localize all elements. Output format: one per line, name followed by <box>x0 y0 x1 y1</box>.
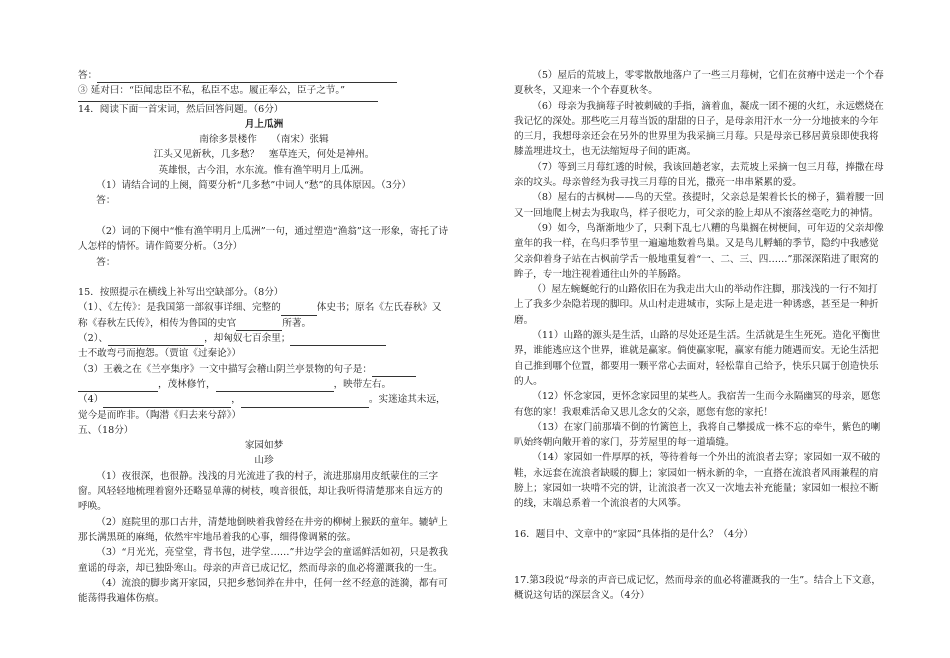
paragraph-8: （8）屋右的古枫树——鸟的天堂。孩提时，父亲总是架着长长的梯子，猫着腰一回又一回地爬上树去为我取鸟，样子很吃力，可父亲的脸上却从不滚落丝毫吃力的神情。 <box>514 192 884 219</box>
spacer <box>514 512 887 527</box>
question-15-4: （4） ， 。实迷途其未远，觉今是而昨非。（陶潜《归去来兮辞》） <box>78 394 446 421</box>
paragraph-9: （9）如今，鸟渐渐地少了，只剩下乱七八糟的鸟巢搁在树梗间，可年迈的父亲却像童年的我一样，在鸟归季节里一遍遍地数着鸟巢。又是鸟儿孵蛹的季节，隐约中我感觉父亲仰着身子站在古枫前学舌一般地重复着“一、二、三、四……”那深深陷进了眼窝的眸子，专一地注视着通往山外的羊肠路。 <box>514 222 884 280</box>
paragraph-11: （11）山路的源头是生活，山路的尽处还是生活。生活就是生生死死。造化平衡世界，谁能逃应这个世界，谁就是赢家。倘使赢家呢，赢家有能力随遇而安。无论生活把自己推到哪个位置，都要用一颗平常心去面对，轻松靠自己给予，快乐只属于创造快乐的人。 <box>514 330 881 387</box>
blank-field[interactable] <box>241 397 369 408</box>
blank-field[interactable] <box>103 397 231 408</box>
question-15-2: （2）、 ，却匈奴七百余里； 士不敢弯弓而抱怨。（贾谊《过秦论》） <box>78 331 450 362</box>
blank-field[interactable] <box>216 381 334 392</box>
question-14-1: （1）请结合词的上阕，简要分析“几多愁”中词人“愁”的具体原因。（3分） <box>96 180 412 192</box>
blank-field[interactable] <box>290 335 386 346</box>
question-16: 16．题目中、文章中的“家园”具体指的是什么？（4分） <box>514 528 754 540</box>
question-14-2: （2）词的下阕中“惟有渔竿明月上瓜洲”一句，通过塑造“渔翁”这一形象，寄托了诗人怎样的情怀。请作简要分析。（3分） <box>78 225 449 253</box>
blank-field[interactable] <box>236 320 282 331</box>
paragraph-1: （1）夜很深，也很静。浅浅的月光流进了我的村子，流进那扇用皮纸蒙住的三字窗。风轻轻地梳理着窗外还略显单薄的树枝，嗅音很低，却让我听得清楚那来自远方的呼唤。 <box>78 470 443 513</box>
answer-label-top: 答： <box>78 68 450 83</box>
blank-field[interactable] <box>78 381 158 392</box>
answer-space[interactable] <box>514 542 887 573</box>
paragraph-5: （5）屋后的荒坡上，零零散散地落户了一些三月莓树，它们在贫瘠中送走一个个春夏秋冬，又迎来一个个春夏秋冬。 <box>514 70 884 97</box>
question-14-1-answer[interactable]: 答： <box>96 195 116 207</box>
section-5-heading: 五、（18分） <box>78 424 134 436</box>
answer-space <box>78 209 450 224</box>
item-3: ③ 延对曰：“臣闻忠臣不私，私臣不忠。履正奉公，臣子之节。” <box>78 85 346 97</box>
answer-space <box>78 270 450 285</box>
question-14-2-answer[interactable]: 答： <box>96 256 116 268</box>
article-author: 山珍 <box>254 455 274 467</box>
right-column <box>514 68 887 603</box>
question-15-1: （1）、《左传》：是我国第一部叙事详细、完整的 体史书；原名《左氏春秋》又称《春秋左氏传》，相传为鲁国的史官 所著。 <box>78 300 450 331</box>
poem-line-1: 江头又见新秋，几多愁？ 塞草连天，何处是神州。 <box>153 149 375 161</box>
paragraph-6: （6）母亲为我摘莓子时被刺破的手指，滴着血，凝成一团不褪的火红，永远燃烧在我记忆的深处。那些吃三月莓当饭的甜甜的日子，是母亲用汗水一分一分地披来的今年的三月，我想母亲还会在另外的世界里为我采摘三月莓。只是母亲已移居黄泉即使我将膝盖埋进坟土，也无法缩短母子间的距离。 <box>514 100 884 158</box>
question-15-prompt: 15．按照提示在横线上补写出空缺部分。（8分） <box>78 287 284 299</box>
paragraph-4: （4）流浪的脚步离开家园，只把乡愁饲养在井中，任何一丝不经意的涟漪，都有可能荡得我遍体伤痕。 <box>78 577 448 605</box>
blank-field[interactable] <box>372 366 416 377</box>
poem-title: 月上瓜洲 <box>244 118 284 130</box>
question-17: 17.第3段说“母亲的声音已成记忆，然而母亲的血必将灌溉我的一生”。结合上下文意，概说这句话的深层含义。（4分） <box>514 574 881 602</box>
article-title: 家园如梦 <box>244 440 284 452</box>
poem-subtitle: 南徐多景楼作 （南宋）张辑 <box>199 134 329 146</box>
paragraph-13: （13）在家门前那墙不倒的竹篱笆上，我将自己攀援成一株不忘的牵牛，紫色的喇叭始终朝向敞开着的家门，芬芳屋里的每一道墙缝。 <box>514 421 881 449</box>
paragraph-10: （）屋左蜿蜒蛇行的山路依旧在为我走出大山的举动作注脚，那浅浅的一行不知打上了我多少杂隐若现的脚印。从山村走进城市，实际上是走进一种诱惑，甚至是一种折磨。 <box>514 284 879 326</box>
paragraph-7: （7）等到三月莓红透的时候，我该回趟老家，去荒坡上采摘一包三月莓，捧撒在母亲的坟头。母亲曾经为我寻找三月莓的目光，撒亮一串串紧累的爱。 <box>514 161 884 189</box>
paragraph-12: （12）怀念家园，更怀念家园里的某些人。我宿苦一生而今永隔幽冥的母亲，愿您有您的家！我艰难活命又思儿念女的父亲，愿您有您的家托！ <box>514 391 881 418</box>
blank-field[interactable] <box>281 305 317 316</box>
answer-line[interactable] <box>97 71 397 83</box>
poem-line-2: 英雄恨，古今泪，水东流。惟有渔竿明月上瓜洲。 <box>158 164 370 176</box>
paragraph-2: （2）庭院里的那口古井，清楚地倒映着我曾经在井旁的柳树上猴跃的童年。辘轳上那长满黑斑的麻绳，依然牢牢地吊着我的心事，细得像调紧的弦。 <box>78 516 448 543</box>
paragraph-14: （14）家园如一件厚厚的袄，等待着每一个外出的流浪者去穿；家园如一双不破的鞋，永远套在流浪者缺暖的脚上；家园如一柄永新的伞，一直搭在流浪者风雨兼程的肩膀上；家园如一块啃不完的饼，让流浪者一次又一次地去补充能量；家园如一根拉不断的线，末端总系着一个流浪者的大风筝。 <box>514 452 881 510</box>
question-14-prompt: 14．阅读下面一首宋词，然后回答问题。（6分） <box>78 103 284 115</box>
paragraph-3: （3）“月光光，亮堂堂，背书包，进学堂……”井边学会的童谣鲜活如初，只是教我童谣的母亲，却已独卧寒山。母亲的声音已成记忆，然而母亲的血必将灌溉我的一生。 <box>78 547 448 574</box>
left-column <box>78 68 450 606</box>
blank-field[interactable] <box>108 335 204 346</box>
question-15-3: （3）王羲之在《兰亭集序》一文中描写会稽山阴兰亭景物的句子是： ，茂林修竹， ，映带左右。 <box>78 362 450 393</box>
